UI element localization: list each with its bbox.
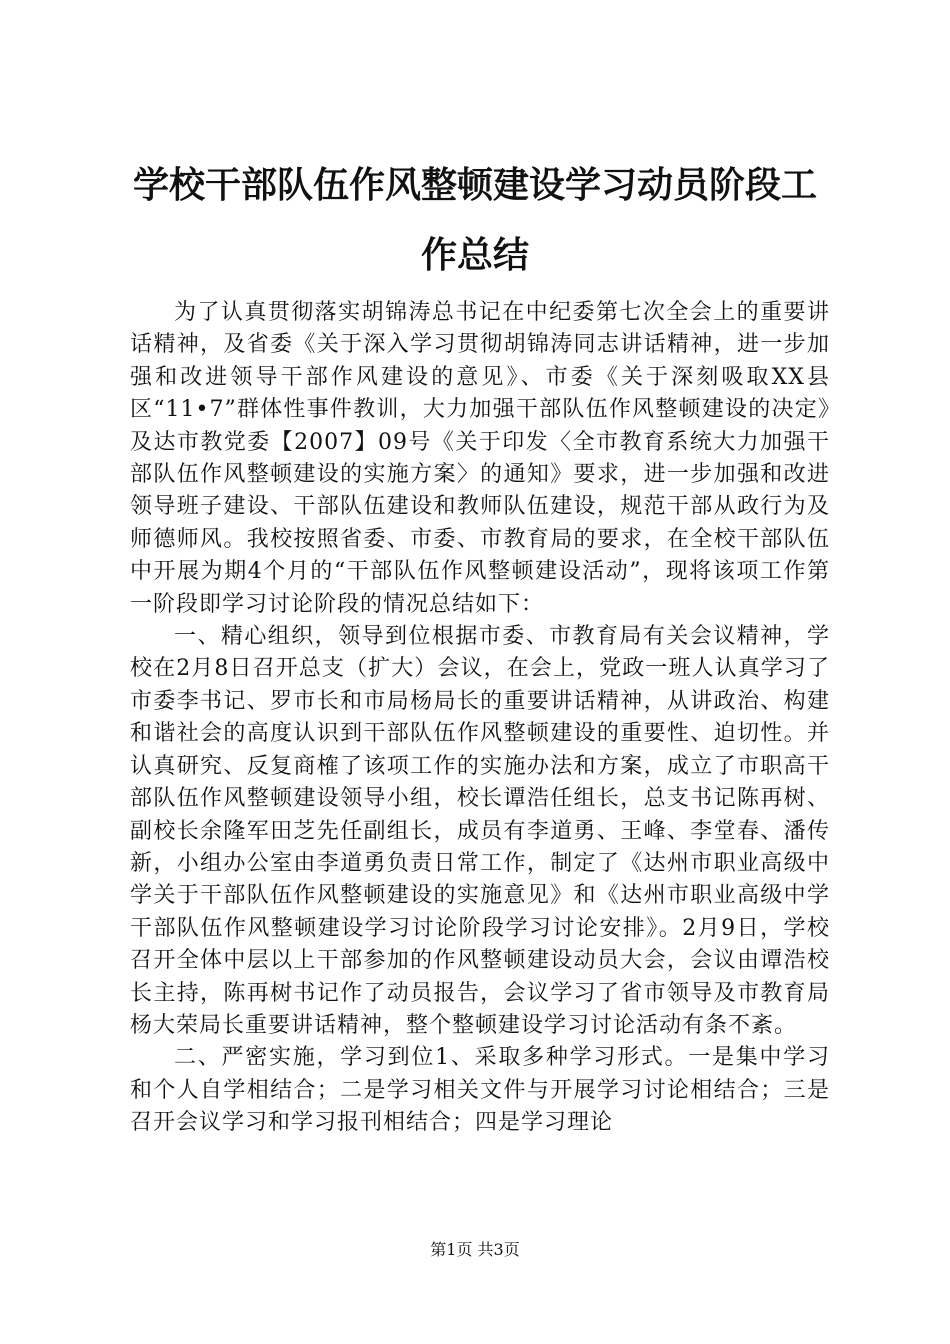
- paragraph-section-one: 一、精心组织，领导到位根据市委、市教育局有关会议精神，学校在2月8日召开总支（扩大）会议，在会上，党政一班人认真学习了市委李书记、罗市长和市局杨局长的重要讲话精神，从讲政治、构建和谐社会的高度认识到干部队伍作风整顿建设的重要性、迫切性。并认真研究、反复商榷了该项工作的实施办法和方案，成立了市职高干部队伍作风整顿建设领导小组，校长谭浩任组长，总支书记陈再树、副校长余隆军田芝先任副组长，成员有李道勇、王峰、李堂春、潘传新，小组办公室由李道勇负责日常工作，制定了《达州市职业高级中学关于干部队伍作风整顿建设的实施意见》和《达州市职业高级中学干部队伍作风整顿建设学习讨论阶段学习讨论安排》。2月9日，学校召开全体中层以上干部参加的作风整顿建设动员大会，会议由谭浩校长主持，陈再树书记作了动员报告，会议学习了省市领导及市教育局杨大荣局长重要讲话精神，整个整顿建设学习讨论活动有条不紊。: [130, 624, 830, 1038]
- document-title: 学校干部队伍作风整顿建设学习动员阶段工作总结: [132, 164, 817, 276]
- paragraph-section-two: 二、严密实施，学习到位1、采取多种学习形式。一是集中学习和个人自学相结合；二是学习相关文件与开展学习讨论相结合；三是召开会议学习和学习报刊相结合；四是学习理论: [130, 1045, 830, 1136]
- paragraph-intro: 为了认真贯彻落实胡锦涛总书记在中纪委第七次全会上的重要讲话精神，及省委《关于深入学习贯彻胡锦涛同志讲话精神，进一步加强和改进领导干部作风建设的意见》、市委《关于深刻吸取XX县区“11•7”群体性事件教训，大力加强干部队伍作风整顿建设的决定》及达市教党委【2007】09号《关于印发〈全市教育系统大力加强干部队伍作风整顿建设的实施方案〉的通知》要求，进一步加强和改进领导班子建设、干部队伍建设和教师队伍建设，规范干部从政行为及师德师风。我校按照省委、市委、市教育局的要求，在全校干部队伍中开展为期4个月的“干部队伍作风整顿建设活动”，现将该项工作第一阶段即学习讨论阶段的情况总结如下：: [130, 300, 830, 617]
- document-body: [130, 297, 830, 1140]
- page-number-footer: 第1页 共3页: [430, 1240, 520, 1259]
